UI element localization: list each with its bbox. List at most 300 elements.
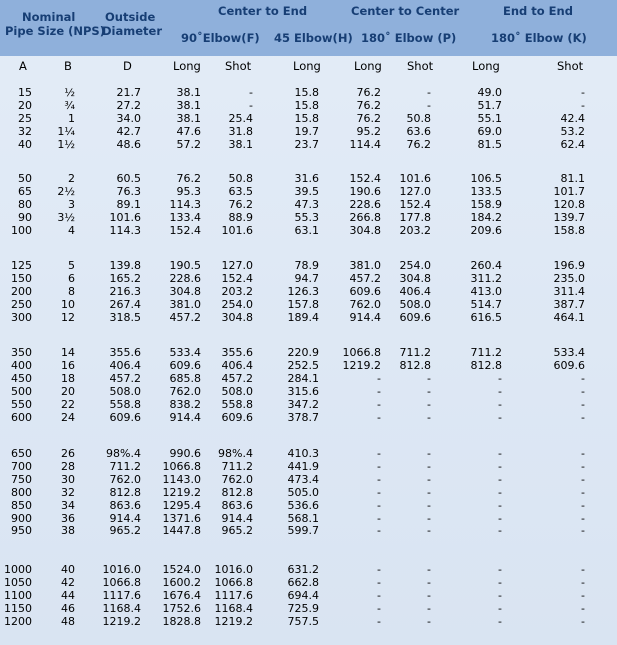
cell-d: 1117.6	[102, 588, 141, 602]
cell-p-long: 914.4	[349, 310, 381, 324]
table-row	[0, 346, 617, 358]
cell-90-long: 1524.0	[162, 563, 201, 576]
cell-b: 24	[61, 410, 75, 424]
col-45-long-label: Long	[293, 59, 321, 73]
cell-k-long: -	[498, 384, 502, 398]
cell-d: 98%.4	[106, 447, 141, 460]
cell-a: 1100	[4, 588, 32, 602]
nominal-header-line2: Pipe Size (NPS)	[5, 24, 105, 38]
cell-90-long: 190.5	[169, 259, 201, 272]
cell-d: 48.6	[116, 137, 141, 151]
cell-90-shot: 50.8	[228, 172, 253, 185]
cell-90-long: 1143.0	[162, 472, 201, 486]
cell-a: 350	[11, 346, 32, 359]
cell-k-long: -	[498, 397, 502, 411]
cell-45-long: 126.3	[287, 284, 319, 298]
center-to-center-header: Center to Center	[351, 4, 460, 18]
cell-p-shot: -	[427, 384, 431, 398]
cell-p-long: 114.4	[349, 137, 381, 151]
table-row	[0, 602, 617, 614]
cell-b: 1¼	[57, 124, 75, 138]
cell-90-shot: 558.8	[221, 397, 253, 411]
cell-a: 150	[11, 271, 32, 285]
cell-p-shot: 203.2	[399, 223, 431, 237]
table-row	[0, 185, 617, 197]
cell-b: 34	[61, 498, 75, 512]
cell-d: 318.5	[109, 310, 141, 324]
cell-k-shot: 609.6	[553, 358, 585, 372]
cell-k-long: -	[498, 485, 502, 499]
cell-d: 267.4	[109, 297, 141, 311]
cell-p-shot: -	[427, 397, 431, 411]
cell-90-shot: 1117.6	[214, 588, 253, 602]
cell-90-long: 1828.8	[162, 614, 201, 628]
cell-90-shot: 127.0	[221, 259, 253, 272]
cell-b: 4	[68, 223, 75, 237]
cell-b: 48	[61, 614, 75, 628]
cell-p-long: 1066.8	[342, 346, 381, 359]
cell-p-shot: -	[427, 86, 431, 99]
cell-p-shot: -	[427, 410, 431, 424]
cell-k-long: 616.5	[470, 310, 502, 324]
table-row	[0, 311, 617, 323]
cell-b: 12	[61, 310, 75, 324]
col-d-label: D	[123, 59, 132, 73]
table-row	[0, 86, 617, 98]
cell-p-shot: -	[427, 485, 431, 499]
cell-a: 20	[18, 98, 32, 112]
outside-header-line1: Outside	[105, 10, 156, 24]
cell-90-long: 381.0	[169, 297, 201, 311]
cell-d: 457.2	[109, 371, 141, 385]
cell-p-shot: -	[427, 98, 431, 112]
table-row	[0, 211, 617, 223]
cell-p-shot: 101.6	[399, 172, 431, 185]
table-row	[0, 512, 617, 524]
table-row	[0, 473, 617, 485]
cell-b: 8	[68, 284, 75, 298]
cell-k-shot: -	[581, 447, 585, 460]
cell-k-shot: 120.8	[553, 197, 585, 211]
cell-k-long: -	[498, 447, 502, 460]
cell-k-long: -	[498, 575, 502, 589]
table-header	[0, 0, 617, 56]
cell-p-long: 76.2	[356, 111, 381, 125]
cell-a: 1150	[4, 601, 32, 615]
cell-90-shot: 965.2	[221, 524, 253, 538]
cell-45-long: 505.0	[287, 485, 319, 499]
cell-90-long: 1371.6	[162, 511, 201, 525]
cell-45-long: 39.5	[294, 184, 319, 198]
table-row	[0, 499, 617, 511]
cell-p-shot: 609.6	[399, 310, 431, 324]
cell-p-shot: -	[427, 614, 431, 628]
cell-45-long: 725.9	[287, 601, 319, 615]
table-row	[0, 272, 617, 284]
cell-90-long: 1600.2	[162, 575, 201, 589]
cell-k-shot: 81.1	[560, 172, 585, 185]
cell-a: 125	[11, 259, 32, 272]
cell-k-long: 812.8	[470, 358, 502, 372]
cell-b: 40	[61, 563, 75, 576]
cell-b: 42	[61, 575, 75, 589]
cell-p-shot: -	[427, 575, 431, 589]
cell-90-long: 304.8	[169, 284, 201, 298]
cell-b: 28	[61, 459, 75, 473]
cell-90-long: 38.1	[176, 86, 201, 99]
cell-k-shot: 62.4	[560, 137, 585, 151]
cell-90-long: 1752.6	[162, 601, 201, 615]
cell-90-shot: 254.0	[221, 297, 253, 311]
cell-a: 32	[18, 124, 32, 138]
col-k-long-label: Long	[472, 59, 500, 73]
cell-p-shot: 63.6	[406, 124, 431, 138]
cell-p-shot: -	[427, 563, 431, 576]
table-row	[0, 447, 617, 459]
cell-k-shot: 464.1	[553, 310, 585, 324]
cell-d: 60.5	[116, 172, 141, 185]
cell-p-long: 609.6	[349, 284, 381, 298]
cell-d: 609.6	[109, 410, 141, 424]
cell-k-shot: -	[581, 524, 585, 538]
cell-90-shot: 31.8	[228, 124, 253, 138]
cell-45-long: 473.4	[287, 472, 319, 486]
elbow90-header: 90˚Elbow(F)	[181, 31, 260, 45]
cell-45-long: 536.6	[287, 498, 319, 512]
cell-90-long: 114.3	[169, 197, 201, 211]
cell-k-shot: 311.4	[553, 284, 585, 298]
cell-k-long: 260.4	[470, 259, 502, 272]
cell-k-shot: -	[581, 485, 585, 499]
cell-d: 508.0	[109, 384, 141, 398]
cell-45-long: 15.8	[294, 111, 319, 125]
cell-k-long: -	[498, 614, 502, 628]
cell-b: 38	[61, 524, 75, 538]
cell-45-long: 347.2	[287, 397, 319, 411]
cell-90-shot: 101.6	[221, 223, 253, 237]
cell-45-long: 599.7	[287, 524, 319, 538]
cell-k-long: -	[498, 601, 502, 615]
cell-90-long: 762.0	[169, 384, 201, 398]
cell-p-shot: -	[427, 498, 431, 512]
elbow180p-header: 180˚ Elbow (P)	[361, 31, 457, 45]
cell-d: 558.8	[109, 397, 141, 411]
cell-90-long: 228.6	[169, 271, 201, 285]
cell-b: 2	[68, 172, 75, 185]
cell-k-shot: 101.7	[553, 184, 585, 198]
cell-45-long: 252.5	[287, 358, 319, 372]
cell-p-long: -	[377, 498, 381, 512]
cell-a: 100	[11, 223, 32, 237]
table-row	[0, 285, 617, 297]
cell-p-long: 1219.2	[342, 358, 381, 372]
cell-k-shot: -	[581, 371, 585, 385]
table-row	[0, 138, 617, 150]
table-row	[0, 259, 617, 271]
table-row	[0, 411, 617, 423]
cell-a: 15	[18, 86, 32, 99]
cell-90-long: 533.4	[169, 346, 201, 359]
cell-45-long: 157.8	[287, 297, 319, 311]
cell-p-long: -	[377, 524, 381, 538]
cell-p-long: 266.8	[349, 210, 381, 224]
cell-k-long: -	[498, 511, 502, 525]
cell-90-shot: 609.6	[221, 410, 253, 424]
cell-45-long: 19.7	[294, 124, 319, 138]
cell-a: 750	[11, 472, 32, 486]
cell-d: 711.2	[109, 459, 141, 473]
cell-k-shot: -	[581, 384, 585, 398]
table-row	[0, 385, 617, 397]
cell-d: 165.2	[109, 271, 141, 285]
column-letter-row	[0, 56, 617, 76]
cell-b: 14	[61, 346, 75, 359]
cell-d: 76.3	[116, 184, 141, 198]
cell-p-shot: 127.0	[399, 184, 431, 198]
cell-k-long: 209.6	[470, 223, 502, 237]
cell-k-shot: 533.4	[553, 346, 585, 359]
elbow45-header: 45 Elbow(H)	[274, 31, 353, 45]
cell-90-shot: 1168.4	[214, 601, 253, 615]
table-row	[0, 298, 617, 310]
cell-p-long: 228.6	[349, 197, 381, 211]
table-row	[0, 460, 617, 472]
cell-90-shot: 406.4	[221, 358, 253, 372]
cell-p-shot: 812.8	[399, 358, 431, 372]
cell-a: 700	[11, 459, 32, 473]
cell-b: 2½	[57, 184, 75, 198]
cell-90-shot: 1219.2	[214, 614, 253, 628]
cell-p-shot: 254.0	[399, 259, 431, 272]
cell-a: 1200	[4, 614, 32, 628]
cell-b: 1½	[57, 137, 75, 151]
cell-a: 80	[18, 197, 32, 211]
table-row	[0, 172, 617, 184]
cell-p-long: -	[377, 410, 381, 424]
cell-k-long: 81.5	[477, 137, 502, 151]
cell-d: 965.2	[109, 524, 141, 538]
cell-45-long: 189.4	[287, 310, 319, 324]
cell-a: 250	[11, 297, 32, 311]
cell-d: 1168.4	[102, 601, 141, 615]
cell-b: 3½	[57, 210, 75, 224]
cell-k-long: 311.2	[470, 271, 502, 285]
cell-k-long: -	[498, 472, 502, 486]
col-p-shot-label: Shot	[407, 59, 434, 73]
cell-90-shot: 457.2	[221, 371, 253, 385]
cell-90-long: 47.6	[176, 124, 201, 138]
cell-k-shot: 158.8	[553, 223, 585, 237]
table-row	[0, 486, 617, 498]
cell-45-long: 378.7	[287, 410, 319, 424]
table-row	[0, 589, 617, 601]
cell-a: 1050	[4, 575, 32, 589]
cell-k-shot: -	[581, 410, 585, 424]
cell-a: 950	[11, 524, 32, 538]
table-row	[0, 112, 617, 124]
cell-k-long: 106.5	[470, 172, 502, 185]
cell-90-long: 76.2	[176, 172, 201, 185]
cell-p-shot: -	[427, 588, 431, 602]
cell-k-long: -	[498, 563, 502, 576]
cell-a: 400	[11, 358, 32, 372]
col-b-label: B	[64, 59, 72, 73]
cell-k-shot: -	[581, 575, 585, 589]
cell-90-long: 1447.8	[162, 524, 201, 538]
cell-90-long: 838.2	[169, 397, 201, 411]
cell-b: ½	[64, 86, 75, 99]
cell-k-long: 711.2	[470, 346, 502, 359]
cell-a: 300	[11, 310, 32, 324]
cell-k-long: -	[498, 524, 502, 538]
cell-k-shot: -	[581, 588, 585, 602]
table-row	[0, 372, 617, 384]
cell-p-shot: -	[427, 601, 431, 615]
cell-k-long: 69.0	[477, 124, 502, 138]
cell-d: 114.3	[109, 223, 141, 237]
cell-p-shot: 50.8	[406, 111, 431, 125]
cell-a: 850	[11, 498, 32, 512]
cell-k-shot: 387.7	[553, 297, 585, 311]
cell-45-long: 694.4	[287, 588, 319, 602]
cell-90-shot: 152.4	[221, 271, 253, 285]
cell-k-shot: 139.7	[553, 210, 585, 224]
cell-k-long: 51.7	[477, 98, 502, 112]
cell-90-long: 1066.8	[162, 459, 201, 473]
col-a-label: A	[19, 59, 27, 73]
cell-45-long: 662.8	[287, 575, 319, 589]
cell-p-long: -	[377, 601, 381, 615]
cell-a: 500	[11, 384, 32, 398]
cell-45-long: 78.9	[294, 259, 319, 272]
cell-a: 650	[11, 447, 32, 460]
cell-p-long: -	[377, 511, 381, 525]
cell-45-long: 63.1	[294, 223, 319, 237]
cell-p-long: -	[377, 384, 381, 398]
cell-45-long: 31.6	[294, 172, 319, 185]
cell-b: 1	[68, 111, 75, 125]
cell-p-shot: 406.4	[399, 284, 431, 298]
table-row	[0, 563, 617, 575]
cell-d: 216.3	[109, 284, 141, 298]
cell-p-long: 457.2	[349, 271, 381, 285]
cell-k-shot: -	[581, 86, 585, 99]
cell-a: 550	[11, 397, 32, 411]
cell-k-long: 514.7	[470, 297, 502, 311]
cell-a: 65	[18, 184, 32, 198]
cell-p-long: 152.4	[349, 172, 381, 185]
cell-k-shot: 42.4	[560, 111, 585, 125]
end-to-end-header: End to End	[503, 4, 573, 18]
cell-45-long: 441.9	[287, 459, 319, 473]
cell-a: 90	[18, 210, 32, 224]
cell-90-long: 38.1	[176, 111, 201, 125]
cell-d: 812.8	[109, 485, 141, 499]
cell-b: 6	[68, 271, 75, 285]
cell-k-shot: -	[581, 459, 585, 473]
cell-45-long: 631.2	[287, 563, 319, 576]
cell-45-long: 15.8	[294, 86, 319, 99]
cell-k-long: 184.2	[470, 210, 502, 224]
cell-p-shot: -	[427, 472, 431, 486]
cell-90-shot: 88.9	[228, 210, 253, 224]
cell-90-shot: 203.2	[221, 284, 253, 298]
cell-k-long: -	[498, 371, 502, 385]
cell-b: 18	[61, 371, 75, 385]
cell-45-long: 23.7	[294, 137, 319, 151]
cell-90-long: 457.2	[169, 310, 201, 324]
cell-90-shot: 98%.4	[218, 447, 253, 460]
cell-p-long: 762.0	[349, 297, 381, 311]
cell-d: 34.0	[116, 111, 141, 125]
cell-k-shot: -	[581, 498, 585, 512]
cell-p-long: -	[377, 588, 381, 602]
cell-d: 101.6	[109, 210, 141, 224]
cell-b: 46	[61, 601, 75, 615]
cell-p-long: -	[377, 459, 381, 473]
cell-p-long: -	[377, 563, 381, 576]
cell-k-shot: -	[581, 98, 585, 112]
cell-k-shot: 235.0	[553, 271, 585, 285]
cell-90-shot: 863.6	[221, 498, 253, 512]
cell-b: 36	[61, 511, 75, 525]
center-to-end-header: Center to End	[218, 4, 308, 18]
cell-d: 914.4	[109, 511, 141, 525]
cell-k-long: 55.1	[477, 111, 502, 125]
cell-45-long: 47.3	[294, 197, 319, 211]
cell-a: 50	[18, 172, 32, 185]
cell-d: 21.7	[116, 86, 141, 99]
cell-b: 16	[61, 358, 75, 372]
cell-d: 42.7	[116, 124, 141, 138]
cell-90-long: 1219.2	[162, 485, 201, 499]
cell-d: 139.8	[109, 259, 141, 272]
cell-p-long: 95.2	[356, 124, 381, 138]
table-row	[0, 99, 617, 111]
cell-k-long: -	[498, 410, 502, 424]
cell-k-shot: 196.9	[553, 259, 585, 272]
col-90-long-label: Long	[173, 59, 201, 73]
cell-a: 40	[18, 137, 32, 151]
cell-a: 200	[11, 284, 32, 298]
cell-a: 600	[11, 410, 32, 424]
elbow180k-header: 180˚ Elbow (K)	[491, 31, 587, 45]
cell-b: 44	[61, 588, 75, 602]
cell-d: 1066.8	[102, 575, 141, 589]
cell-p-long: 304.8	[349, 223, 381, 237]
cell-b: ¾	[64, 98, 75, 112]
cell-p-shot: 76.2	[406, 137, 431, 151]
cell-d: 27.2	[116, 98, 141, 112]
cell-d: 1219.2	[102, 614, 141, 628]
cell-90-long: 1295.4	[162, 498, 201, 512]
cell-90-shot: 63.5	[228, 184, 253, 198]
cell-90-shot: 508.0	[221, 384, 253, 398]
col-k-shot-label: Shot	[557, 59, 584, 73]
cell-90-shot: 914.4	[221, 511, 253, 525]
cell-d: 89.1	[116, 197, 141, 211]
outside-header-line2: Diameter	[102, 24, 162, 38]
cell-90-shot: 38.1	[228, 137, 253, 151]
cell-90-long: 133.4	[169, 210, 201, 224]
cell-45-long: 55.3	[294, 210, 319, 224]
cell-b: 26	[61, 447, 75, 460]
cell-a: 900	[11, 511, 32, 525]
table-row	[0, 576, 617, 588]
cell-k-long: -	[498, 459, 502, 473]
cell-b: 10	[61, 297, 75, 311]
cell-k-shot: 53.2	[560, 124, 585, 138]
